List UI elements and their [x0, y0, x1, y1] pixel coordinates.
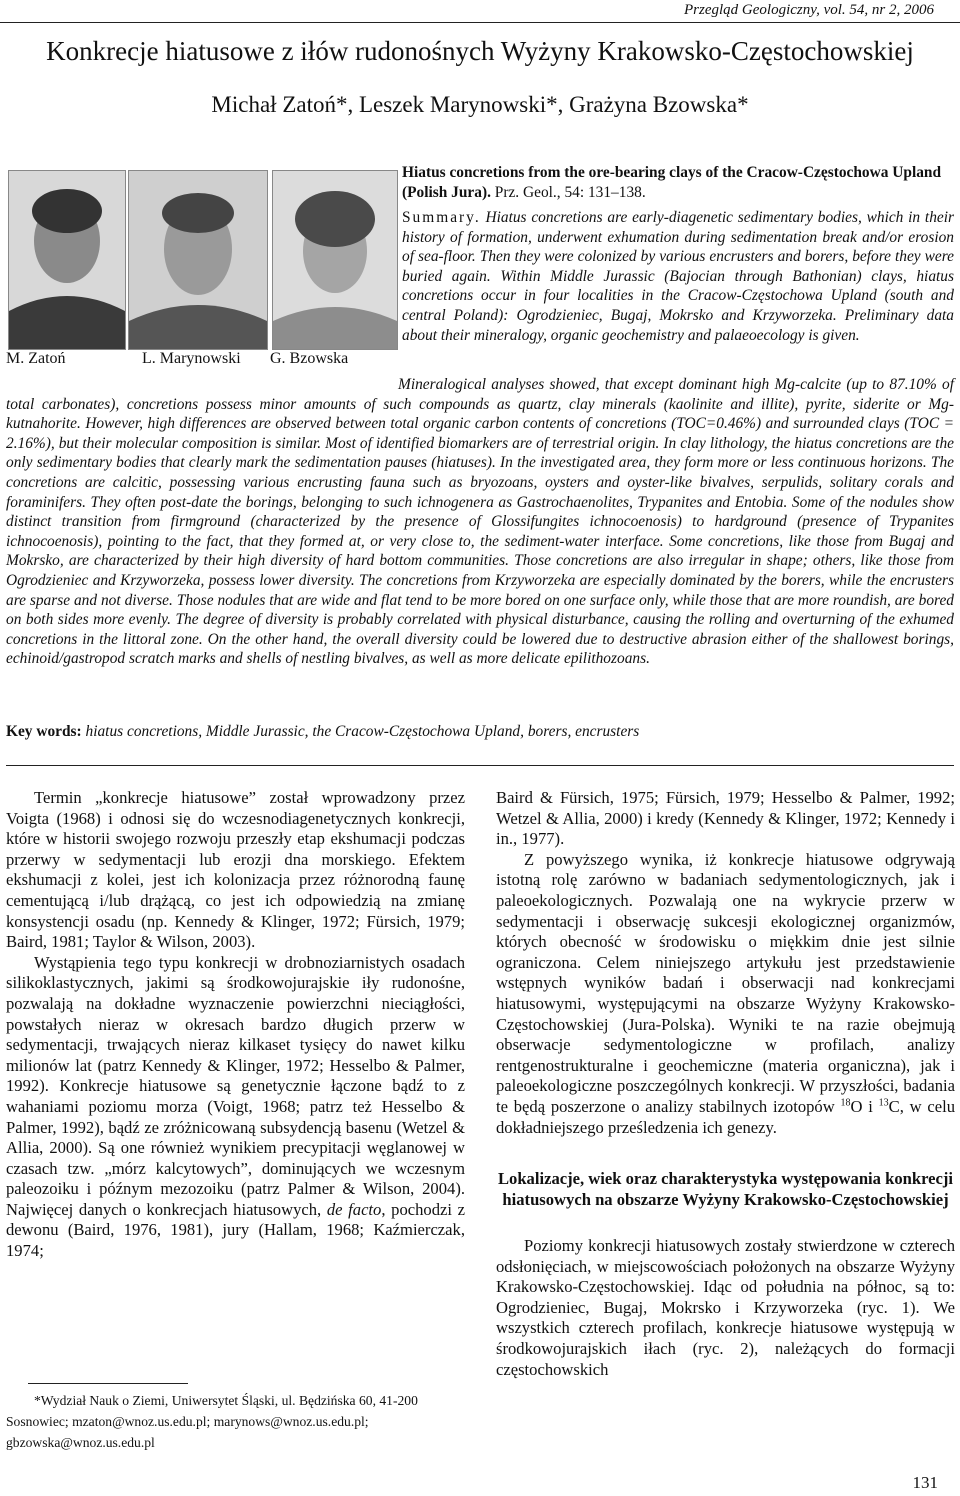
body-paragraph: [496, 850, 955, 1138]
article-title: Konkrecje hiatusowe z iłów rudonośnych Wyżyny Krakowsko-Częstochowskiej: [46, 36, 914, 66]
english-title: [402, 163, 954, 203]
footnote-rule: [28, 1383, 188, 1384]
english-title-text: Hiatus concretions from the ore-bearing clays of the Cracow-Częstochowa Upland (Polish Jura).: [402, 164, 942, 201]
body-italic: de facto: [326, 1199, 382, 1219]
photo-caption-zaton: M. Zatoń: [6, 350, 66, 367]
body-paragraph: Poziomy konkrecji hiatusowych zostały stwierdzone w czterech odsłonięciach, w miejscowościach położonych na obszarze Wyżyny Krakowsko-Częstochowskiej. Idąc od południa na północ, są to: Ogrodzieniec, Bugaj, Mokrsko i Krzyworzeka (ryc. 1). We wszystkich czterech profilach, konkrecje hiatusowe występują w środkowojurajskich iłach (ryc. 2), należących do formacji częstochowskich: [496, 1236, 955, 1379]
article-authors: Michał Zatoń*, Leszek Marynowski*, Grażyna Bzowska*: [211, 92, 749, 117]
body-paragraph: Baird & Fürsich, 1975; Fürsich, 1979; Hesselbo & Palmer, 1992; Wetzel & Allia, 2000) i kredy (Kennedy & Klinger, 1972; Kennedy i in., 1977).: [496, 788, 955, 849]
body-text: C, w celu dokładniejszego prześledzenia ich genezy.: [496, 1096, 956, 1137]
page-number: 131: [912, 1473, 938, 1492]
body-text: , pochodzi z dewonu (Baird, 1976, 1981), jury (Hallam, 1968; Kaźmierczak, 1974;: [6, 1199, 465, 1261]
body-right-column: [496, 788, 955, 1380]
isotope-superscript: 13: [878, 1097, 889, 1109]
summary-bottom: Mineralogical analyses showed, that except dominant high Mg-calcite (up to 87.10% of total carbonates), concretions possess minor amounts of such compounds as quartz, clay minerals (kaolinite and illite), pyrite, siderite or Mg-kutnahorite. However, high differences are observed between total organic carbon contents of concretions (TOC=0.46%) and surrounded clays (TOC = 2.16%), but their molecular composition is similar. Most of identified biomarkers are of terrestrial origin. In clay lithology, the hiatus concretions are the only sedimentary bodies that clearly mark the sedimentation pauses (hiatuses). In the investigated area, they form more or less continuous horizons. The concretions are calcitic, possessing various encrusting fauna such as bryozoans, oysters and oyster-like bivalves, serpulids, solitary corals and foraminifers. They often post-date the borings, belonging to such ichnogenera as Gastrochaenolites, Trypanites and Entobia. Some of the nodules show distinct transition from firmground (characterized by the presence of Glossifungites ichnocoenosis) to hardground (presence of Trypanites ichnocoenosis), pointing to the fact, that they formed at, or very close to, the sediment-water interface. Some concretions, like those from Bugaj and Mokrsko, are characterized by their high diversity of hard bottom communities. Those concretions are also irregular in shape; others, like those from Ogrodzieniec and Krzyworzeka, possess lower diversity. The concretions from Krzyworzeka are especially dominated by the borers, while the encrusters are sparse and not diverse. Those nodules that are wide and flat tend to be more bored on one surface only, while those that are more roundish, are bored on both sides more evenly. The degree of diversity is probably correlated with physical disturbance, causing the rolling and overturning of the exhumed concretions in the littoral zone. On the other hand, the overall diversity could be lowered due to destructive abrasion either of the shallowest borings, echinoid/gastropod scratch marks and shells of nestling bivalves, as well as more delicate epilithozoans.: [6, 376, 954, 668]
keywords: [6, 723, 954, 741]
summary-top: [402, 208, 954, 345]
summary-text-1: Hiatus concretions are early-diagenetic sedimentary bodies, which in their history of formation, underwent exhumation during sedimentation break and/or erosion of sea-floor. Then they were colonized by various encrusters and borers, before they were buried again. Within Middle Jurassic (Bajocian through Bathonian) clays, hiatus concretions occur in four localities in the Cracow-Częstochowa Upland (south and central Poland): Ogrodzieniec, Bugaj, Mokrsko and Krzyworzeka. Preliminary data about their mineralogy, organic geochemistry and palaeoecology is given.: [402, 209, 954, 344]
footnote: *Wydział Nauk o Ziemi, Uniwersytet Śląski, ul. Będzińska 60, 41-200 Sosnowiec; mzaton@wnoz.us.edu.pl; marynows@wnoz.us.edu.pl; gbzowska@wnoz.us.edu.pl: [6, 1393, 418, 1450]
section-rule: [6, 765, 954, 766]
keywords-label: Key words:: [6, 723, 82, 740]
photo-caption-marynowski: L. Marynowski: [142, 350, 241, 367]
body-paragraph: [6, 953, 465, 1262]
summary-label: Summary.: [402, 209, 481, 226]
author-photo-marynowski: [128, 170, 268, 350]
isotope-superscript: 18: [840, 1097, 851, 1109]
author-photo-bzowska: [272, 170, 398, 350]
header-rule: [0, 22, 960, 23]
author-photo-zaton: [8, 170, 126, 350]
keywords-text: hiatus concretions, Middle Jurassic, the Cracow-Częstochowa Upland, borers, encrusters: [81, 723, 640, 740]
body-text: O i: [850, 1096, 879, 1116]
section-heading: Lokalizacje, wiek oraz charakterystyka występowania konkrecji hiatusowych na obszarze Wyżyny Krakowsko-Częstochowskiej: [497, 1169, 954, 1210]
journal-header: Przegląd Geologiczny, vol. 54, nr 2, 2006: [684, 2, 934, 18]
body-text: Z powyższego wynika, iż konkrecje hiatusowe odgrywają istotną rolę zarówno w badaniach sedymentologicznych, jak i paleoekologicznych. Pozwalają one na wykrycie przerw w sedymentacji i obserwację sukcesji ekologicznej organizmów, których obecność w środowisku o miękkim dnie jest silnie ograniczona. Celem niniejszego artykułu jest przedstawienie wstępnych wyników badań i obserwacji nad konkrecjami hiatusowymi, występującymi na obszarze Wyżyny Krakowsko-Częstochowskiej (Jura-Polska). Wyniki te na razie obejmują obserwacje sedymentologiczne w profilach, analizy rentgenostrukturalne i geochemiczne (materia organiczna), jak i paleoekologiczne poszczególnych konkrecji. W przyszłości, badania te będą poszerzone o analizy stabilnych izotopów: [496, 849, 955, 1116]
body-left-column: [6, 788, 465, 1262]
body-paragraph: Termin „konkrecje hiatusowe” został wprowadzony przez Voigta (1968) i odnosi się do wczesnodiagenetycznych konkrecji, które w historii swojego rozwoju przeszły etap ekshumacji podczas przerwy w sedymentacji lub erozji dna morskiego. Efektem ekshumacji z kolei, jest ich kolonizacja przez różnorodną faunę cementującą i/lub drążącą, co jest ich odpowiedzią na zmianę konsystencji osadu (np. Kennedy & Klinger, 1972; Fürsich, 1979; Baird, 1981; Taylor & Wilson, 2003).: [6, 788, 465, 952]
photo-caption-bzowska: G. Bzowska: [270, 350, 349, 367]
english-reference: Prz. Geol., 54: 131–138.: [490, 184, 646, 201]
body-text: Wystąpienia tego typu konkrecji w drobnoziarnistych osadach silikoklastycznych, jakimi są środkowojurajskie iły rudonośne, pozwalają na dokładne wyznaczenie powierzchni nieciągłości, powstałych nieraz w okresach bardzo długich przerw w sedymentacji, trwających nieraz kilkaset tysięcy do nawet kilku milionów lat (patrz Kennedy & Klinger, 1972; Hesselbo & Palmer, 1992). Konkrecje hiatusowe są genetycznie łączone bądź to z wahaniami poziomu morza (Voigt, 1968; patrz też Hesselbo & Palmer, 1992), bądź ze zróżnicowaną subsydencją basenu (Wetzel & Allia, 2000). Są one również wynikiem precypitacji węglanowej w czasach tzw. „mórz kalcytowych”, dominujących we wczesnym paleozoiku i późnym mezozoiku (patrz Palmer & Wilson, 2004). Najwięcej danych o konkrecjach hiatusowych,: [6, 952, 465, 1219]
